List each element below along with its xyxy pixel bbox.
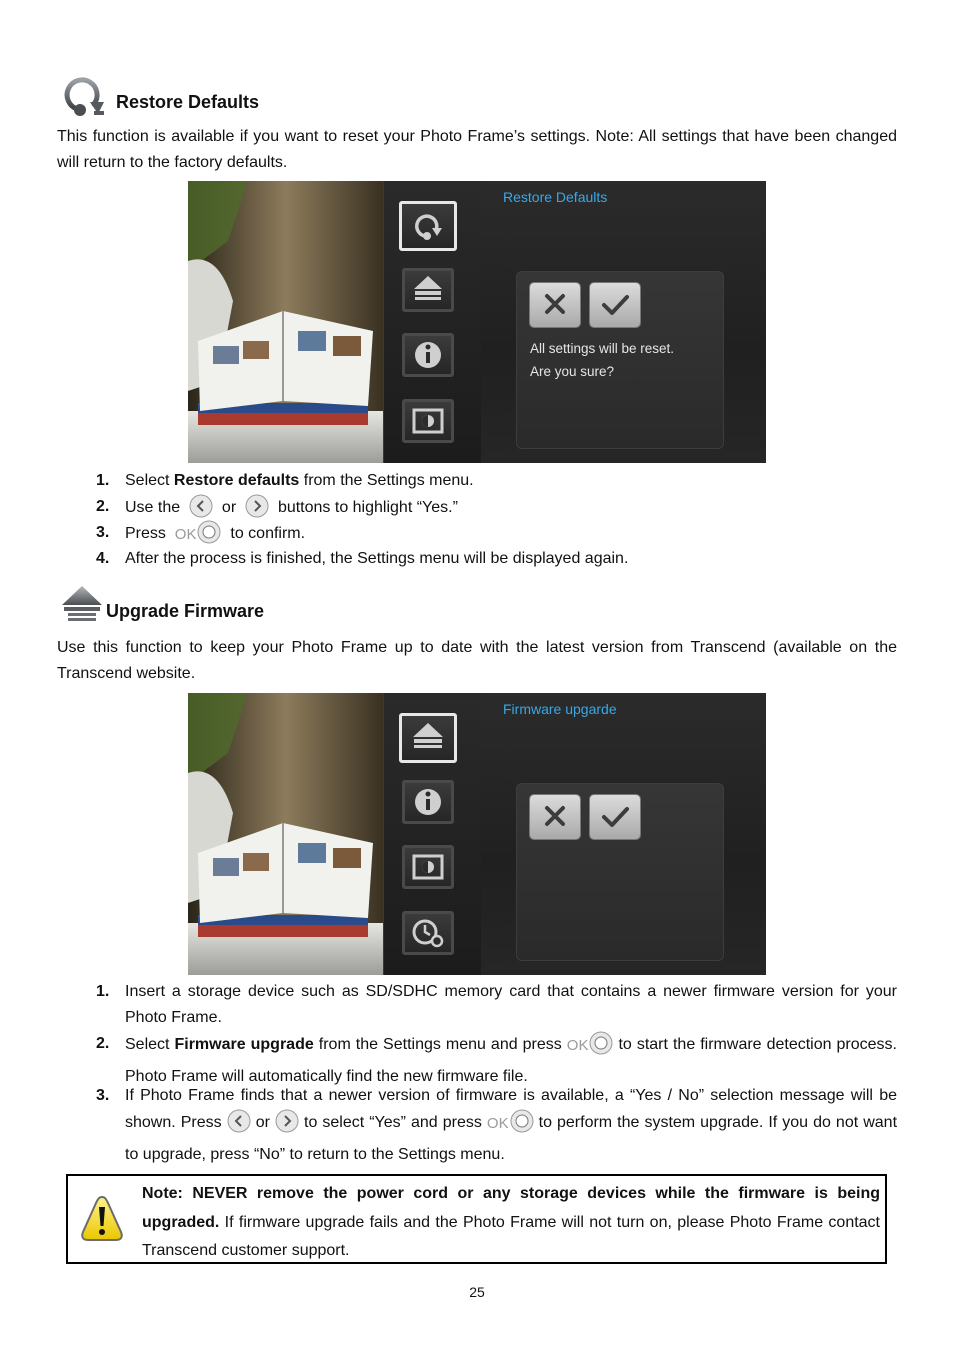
no-button[interactable] xyxy=(530,283,580,327)
step-text: Select xyxy=(125,472,174,489)
step-text: to perform the system upgrade. If you do not want to upgrade, press “No” to return to the Settings menu. xyxy=(125,1114,898,1163)
step-bold: Firmware upgrade xyxy=(174,1036,314,1053)
yes-button[interactable] xyxy=(590,795,640,839)
step-text: Use the xyxy=(125,499,181,516)
menu-display-button[interactable] xyxy=(402,845,454,889)
check-icon xyxy=(590,283,640,327)
step-number: 2. xyxy=(96,1035,110,1052)
note-text: If firmware upgrade fails and the Photo Frame will not turn on, please Photo Frame contact Transcend customer support. xyxy=(142,1213,880,1259)
menu-display-button[interactable] xyxy=(402,399,454,443)
right-arrow-button-icon xyxy=(275,1109,299,1133)
confirm-dialog xyxy=(516,783,724,961)
settings-menu xyxy=(383,181,482,463)
dialog-title: Firmware upgarde xyxy=(503,701,617,717)
warning-note xyxy=(66,1174,887,1264)
upgrade-description: Use this function to keep your Photo Frame up to date with the latest version from Transcend (available on the Transcend website. xyxy=(57,639,897,682)
menu-info-button[interactable] xyxy=(402,780,454,824)
step-number: 2. xyxy=(96,498,110,515)
step-text: to start the firmware detection process. Photo Frame will automatically find the new firmware file. xyxy=(125,1036,898,1085)
page-number: 25 xyxy=(469,1284,485,1300)
note-bold-text: Note: NEVER remove the power cord or any storage devices while the firmware is being upgraded. xyxy=(142,1185,880,1231)
step-text: If Photo Frame finds that a newer version of firmware is available, a “Yes / No” selection message will be shown. Press xyxy=(125,1087,897,1131)
message-line-2: Are you sure? xyxy=(530,364,615,379)
message-line-1: All settings will be reset. xyxy=(530,341,675,356)
no-button[interactable] xyxy=(530,795,580,839)
settings-menu xyxy=(383,693,482,975)
menu-clock-settings-button[interactable] xyxy=(402,911,454,955)
restore-icon xyxy=(60,74,106,118)
step-text: Press xyxy=(125,525,166,542)
step-number: 1. xyxy=(96,472,110,489)
close-icon xyxy=(530,283,580,327)
ok-button-icon xyxy=(567,1031,614,1064)
upgrade-icon xyxy=(60,585,104,625)
step-text: or xyxy=(221,499,237,516)
step-number: 4. xyxy=(96,550,110,567)
ok-label: OK xyxy=(486,1115,509,1132)
step-bold: Restore defaults xyxy=(173,472,300,489)
confirm-dialog xyxy=(516,271,724,449)
step-text: from the Settings menu and press xyxy=(313,1036,567,1053)
step-number: 3. xyxy=(96,524,110,541)
step-text: Insert a storage device such as SD/SDHC memory card that contains a newer firmware version for your Photo Frame. xyxy=(125,983,897,1026)
menu-info-button[interactable] xyxy=(402,333,454,377)
menu-upgrade-button[interactable] xyxy=(399,713,457,763)
step-number: 1. xyxy=(96,983,110,1000)
ok-label: OK xyxy=(174,526,197,543)
close-icon xyxy=(530,795,580,839)
right-arrow-button-icon xyxy=(245,494,269,518)
restore-description: This function is available if you want to reset your Photo Frame’s settings. Note: All settings that have been changed will return to the factory defaults. xyxy=(57,128,897,171)
step-text: or xyxy=(250,1114,275,1131)
step-text: buttons to highlight “Yes.” xyxy=(277,499,458,516)
menu-upgrade-button[interactable] xyxy=(402,268,454,312)
dialog-message xyxy=(530,337,674,383)
section-title-restore: Restore Defaults xyxy=(116,92,260,112)
left-arrow-button-icon xyxy=(227,1109,251,1133)
book-photo xyxy=(188,181,383,463)
book-photo xyxy=(188,693,383,975)
step-text: Select xyxy=(125,1036,175,1053)
step-text: from the Settings menu. xyxy=(299,472,474,489)
ok-label: OK xyxy=(566,1037,589,1054)
step-number: 3. xyxy=(96,1087,110,1104)
check-icon xyxy=(590,795,640,839)
ok-button-icon xyxy=(487,1109,534,1142)
step-text: to select “Yes” and press xyxy=(298,1114,487,1131)
step-text: After the process is finished, the Settings menu will be displayed again. xyxy=(125,550,629,567)
step-text: to confirm. xyxy=(230,525,306,542)
yes-button[interactable] xyxy=(590,283,640,327)
upgrade-screenshot xyxy=(188,693,766,975)
restore-screenshot xyxy=(188,181,766,463)
section-title-upgrade: Upgrade Firmware xyxy=(106,601,265,621)
menu-restore-button[interactable] xyxy=(399,201,457,251)
left-arrow-button-icon xyxy=(189,494,213,518)
dialog-title: Restore Defaults xyxy=(503,189,608,205)
warning-icon xyxy=(80,1194,124,1244)
